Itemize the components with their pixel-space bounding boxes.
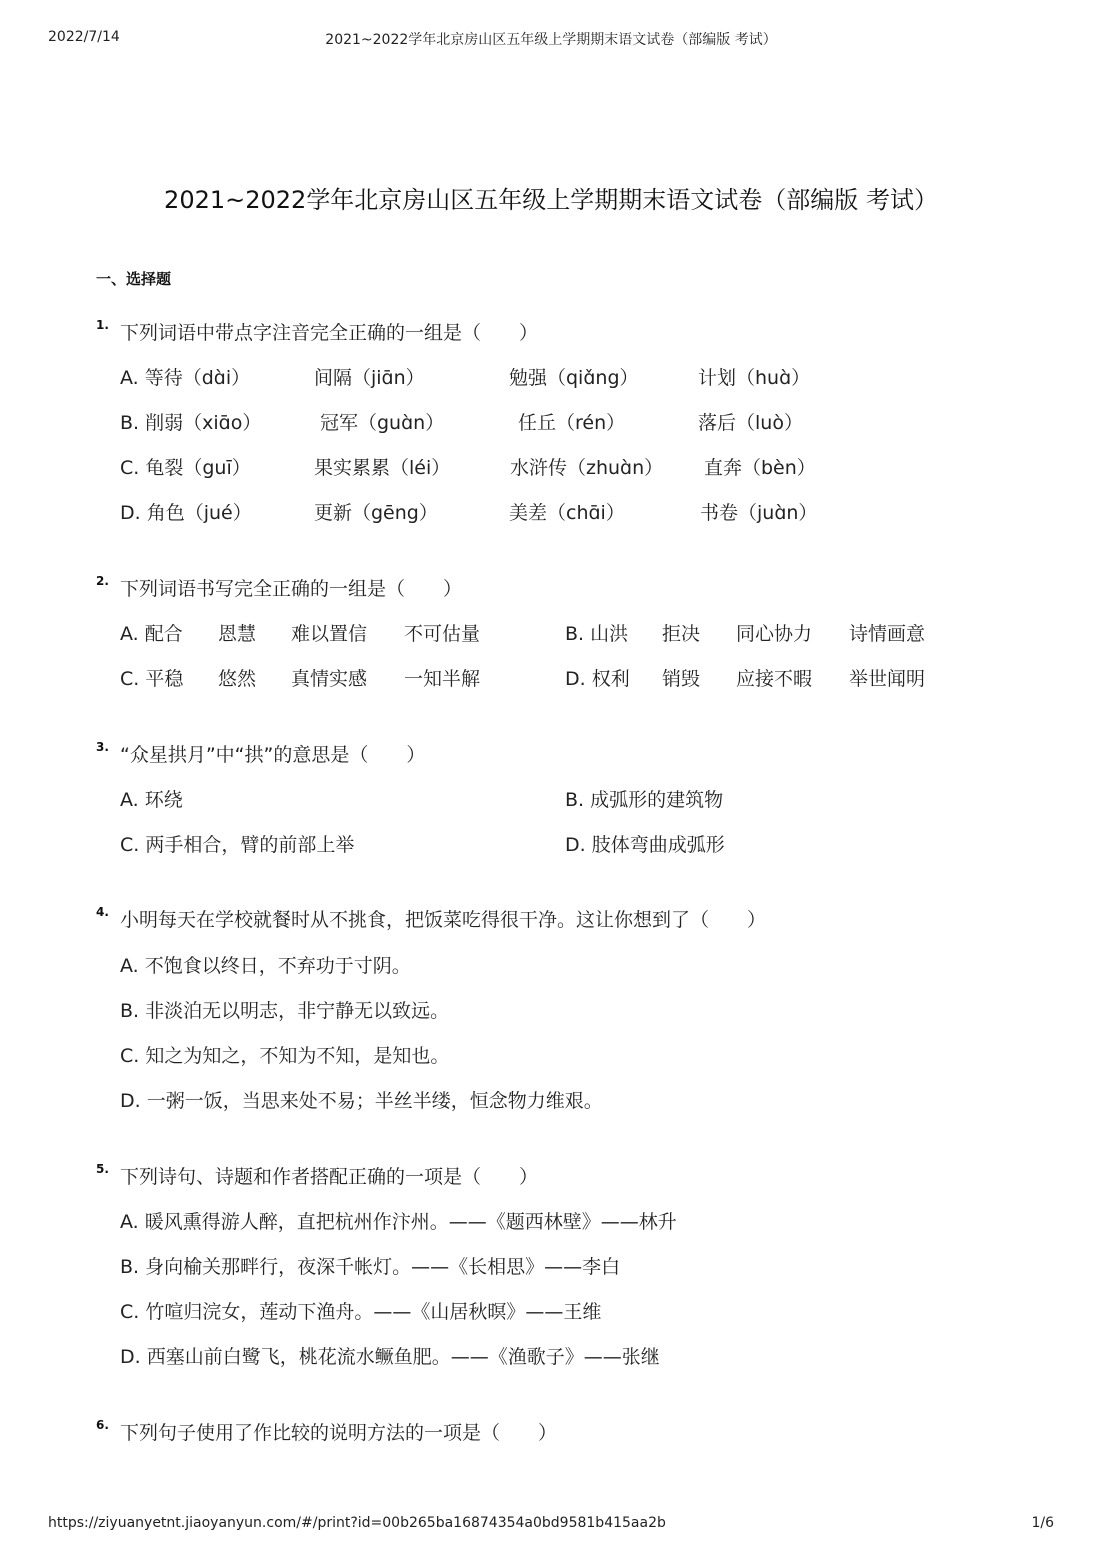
option-cell: C. 龟裂（guī） — [120, 457, 251, 479]
question-number: 2. — [96, 574, 109, 588]
question-stem: 下列句子使用了作比较的说明方法的一项是（ ） — [120, 1422, 558, 1444]
option-cell: B. 山洪 — [565, 623, 629, 645]
page-indicator: 1/6 — [1031, 1515, 1054, 1531]
option-cell: D. 权利 — [565, 668, 630, 690]
option-cell: A. 配合 — [120, 623, 183, 645]
option-cell: 恩慧 — [218, 623, 257, 645]
question-stem: 下列词语中带点字注音完全正确的一组是（ ） — [120, 322, 539, 344]
question-number: 3. — [96, 740, 109, 754]
option-cell: 销毁 — [662, 668, 701, 690]
question-number: 1. — [96, 318, 109, 332]
option-line: D. 一粥一饭，当思来处不易；半丝半缕，恒念物力维艰。 — [120, 1090, 603, 1112]
option-cell: 不可估量 — [404, 623, 481, 645]
option-line: A. 不饱食以终日，不弃功于寸阴。 — [120, 955, 411, 977]
option-cell: 间隔（jiɑ̄n） — [314, 367, 425, 389]
question-number: 5. — [96, 1162, 109, 1176]
option-cell: 任丘（rén） — [518, 412, 626, 434]
option-line: D. 西塞山前白鹭飞，桃花流水鳜鱼肥。——《渔歌子》——张继 — [120, 1346, 660, 1368]
option-cell: 同心协力 — [736, 623, 813, 645]
option-line: A. 暖风熏得游人醉，直把杭州作汴州。——《题西林壁》——林升 — [120, 1211, 677, 1233]
option-cell: 果实累累（léi） — [314, 457, 451, 479]
option-cell: A. 等待（dɑ̀i） — [120, 367, 251, 389]
question-stem: 下列词语书写完全正确的一组是（ ） — [120, 578, 463, 600]
option-cell: D. 肢体弯曲成弧形 — [565, 834, 725, 856]
option-cell: 落后（luò） — [698, 412, 803, 434]
option-cell: 冠军（guɑ̀n） — [320, 412, 445, 434]
question-stem: 小明每天在学校就餐时从不挑食，把饭菜吃得很干净。这让你想到了（ ） — [120, 909, 767, 931]
option-cell: C. 平稳 — [120, 668, 184, 690]
print-date: 2022/7/14 — [48, 29, 120, 45]
option-cell: 悠然 — [218, 668, 257, 690]
option-line: C. 竹喧归浣女，莲动下渔舟。——《山居秋暝》——王维 — [120, 1301, 602, 1323]
option-cell: B. 削弱（xiɑ̄o） — [120, 412, 262, 434]
option-cell: 诗情画意 — [849, 623, 926, 645]
question-number: 6. — [96, 1418, 109, 1432]
question-stem: “众星拱月”中“拱”的意思是（ ） — [120, 744, 426, 766]
question-number: 4. — [96, 905, 109, 919]
option-cell: 一知半解 — [404, 668, 481, 690]
question-stem: 下列诗句、诗题和作者搭配正确的一项是（ ） — [120, 1166, 539, 1188]
option-cell: 真情实感 — [291, 668, 368, 690]
option-line: C. 知之为知之，不知为不知，是知也。 — [120, 1045, 450, 1067]
option-cell: 应接不暇 — [736, 668, 813, 690]
option-cell: 书卷（juɑ̀n） — [700, 502, 818, 524]
option-cell: 更新（gēng） — [314, 502, 438, 524]
option-cell: 拒决 — [662, 623, 701, 645]
option-cell: 美差（chɑ̄i） — [509, 502, 625, 524]
option-cell: 举世闻明 — [849, 668, 926, 690]
option-cell: 水浒传（zhuɑ̀n） — [510, 457, 664, 479]
document-title: 2021~2022学年北京房山区五年级上学期期末语文试卷（部编版 考试） — [164, 186, 938, 214]
option-cell: 直奔（bèn） — [704, 457, 816, 479]
option-cell: 计划（huɑ̀） — [698, 367, 811, 389]
option-cell: 难以置信 — [291, 623, 368, 645]
footer-url: https://ziyuanyetnt.jiaoyanyun.com/#/print?id=00b265ba16874354a0bd9581b415aa2b — [48, 1515, 666, 1531]
option-cell: B. 成弧形的建筑物 — [565, 789, 724, 811]
option-cell: C. 两手相合，臂的前部上举 — [120, 834, 355, 856]
option-line: B. 身向榆关那畔行，夜深千帐灯。——《长相思》——李白 — [120, 1256, 621, 1278]
section-title: 一、选择题 — [96, 270, 172, 288]
option-line: B. 非淡泊无以明志，非宁静无以致远。 — [120, 1000, 450, 1022]
print-header-title: 2021~2022学年北京房山区五年级上学期期末语文试卷（部编版 考试） — [325, 32, 777, 48]
option-cell: A. 环绕 — [120, 789, 183, 811]
option-cell: 勉强（qiɑ̌ng） — [509, 367, 639, 389]
option-cell: D. 角色（jué） — [120, 502, 252, 524]
